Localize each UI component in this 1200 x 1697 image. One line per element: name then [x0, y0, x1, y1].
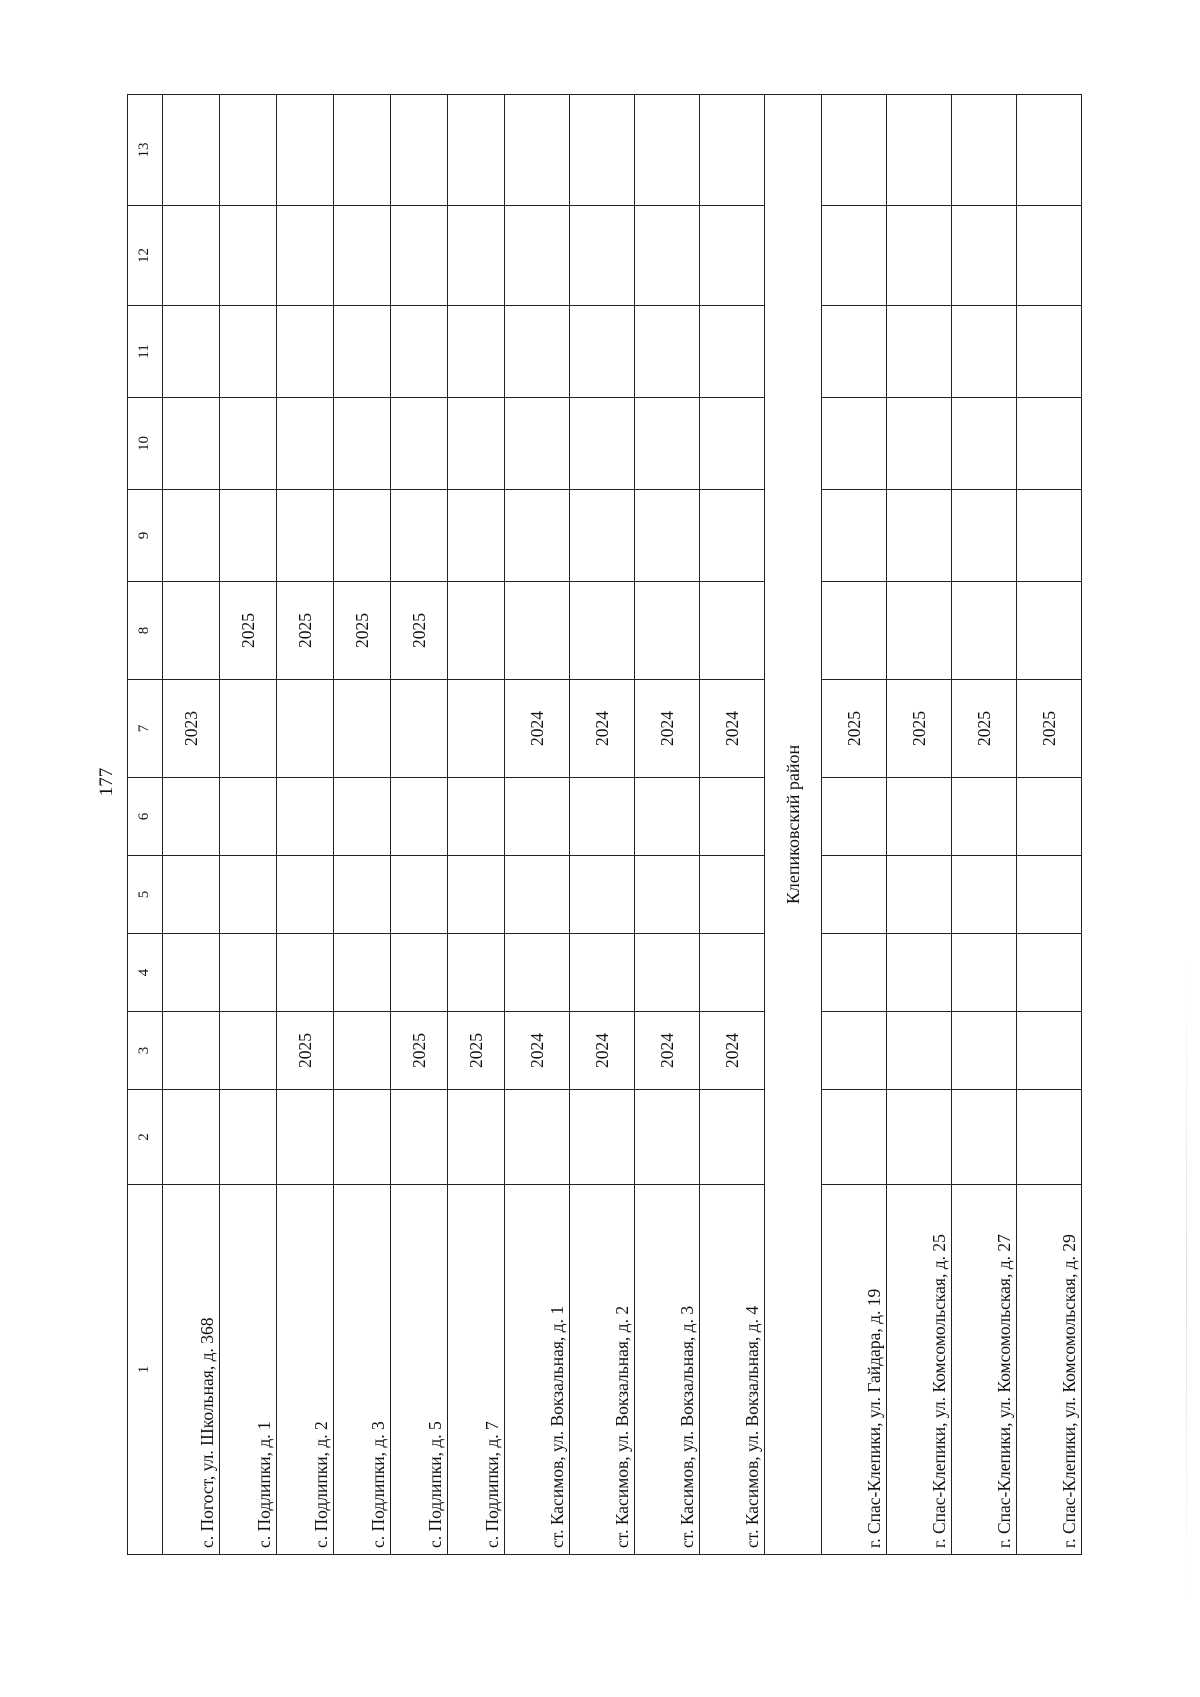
table-row: [448, 95, 505, 1555]
address-cell: г. Спас-Клепики, ул. Комсомольская, д. 25: [887, 1185, 952, 1555]
col7-cell: 2025: [952, 680, 1017, 778]
header-cell: 3: [128, 1012, 163, 1090]
col7-cell: 2025: [887, 680, 952, 778]
col8-cell: [448, 582, 505, 680]
col3-cell: 2024: [700, 1012, 765, 1090]
address-cell: с. Подлипки, д. 2: [277, 1185, 334, 1555]
header-cell: 13: [128, 95, 163, 206]
col7-cell: 2025: [822, 680, 887, 778]
col7-cell: 2023: [163, 680, 220, 778]
header-cell: 12: [128, 206, 163, 306]
col3-cell: 2024: [635, 1012, 700, 1090]
address-cell: с. Подлипки, д. 3: [334, 1185, 391, 1555]
header-cell: 5: [128, 856, 163, 934]
col3-cell: 2025: [277, 1012, 334, 1090]
address-cell: с. Погост, ул. Школьная, д. 368: [163, 1185, 220, 1555]
header-cell: 8: [128, 582, 163, 680]
col3-cell: 2025: [391, 1012, 448, 1090]
header-row: [128, 95, 163, 1555]
col8-cell: 2025: [277, 582, 334, 680]
table-row: [277, 95, 334, 1555]
table-row: [334, 95, 391, 1555]
address-cell: с. Подлипки, д. 7: [448, 1185, 505, 1555]
col3-cell: 2024: [505, 1012, 570, 1090]
col8-cell: [163, 582, 220, 680]
col7-cell: [277, 680, 334, 778]
col7-cell: 2025: [1017, 680, 1082, 778]
col7-cell: 2024: [505, 680, 570, 778]
col8-cell: [635, 582, 700, 680]
scan-artifact-line: [1186, 960, 1187, 1600]
col8-cell: [505, 582, 570, 680]
table-row: [952, 95, 1017, 1555]
col3-cell: [163, 1012, 220, 1090]
table-row: [1017, 95, 1082, 1555]
address-cell: с. Подлипки, д. 1: [220, 1185, 277, 1555]
col7-cell: [391, 680, 448, 778]
address-cell: г. Спас-Клепики, ул. Гайдара, д. 19: [822, 1185, 887, 1555]
col7-cell: 2024: [570, 680, 635, 778]
col7-cell: [220, 680, 277, 778]
col3-cell: 2025: [448, 1012, 505, 1090]
header-cell: 7: [128, 680, 163, 778]
table-row: [220, 95, 277, 1555]
header-cell: 2: [128, 1090, 163, 1185]
address-cell: г. Спас-Клепики, ул. Комсомольская, д. 27: [952, 1185, 1017, 1555]
col8-cell: 2025: [334, 582, 391, 680]
header-cell: 9: [128, 490, 163, 582]
table-row: [822, 95, 887, 1555]
col7-cell: 2024: [635, 680, 700, 778]
col3-cell: 2024: [570, 1012, 635, 1090]
address-cell: с. Подлипки, д. 5: [391, 1185, 448, 1555]
col8-cell: 2025: [391, 582, 448, 680]
col7-cell: [334, 680, 391, 778]
table-row: [505, 95, 570, 1555]
address-cell: ст. Касимов, ул. Вокзальная, д. 2: [570, 1185, 635, 1555]
address-cell: ст. Касимов, ул. Вокзальная, д. 1: [505, 1185, 570, 1555]
address-cell: ст. Касимов, ул. Вокзальная, д. 4: [700, 1185, 765, 1555]
table-row: [700, 95, 765, 1555]
table-row: [887, 95, 952, 1555]
col7-cell: 2024: [700, 680, 765, 778]
col7-cell: [448, 680, 505, 778]
header-cell: 4: [128, 934, 163, 1012]
section-row: [765, 95, 822, 1555]
table-row: [391, 95, 448, 1555]
table-row: [570, 95, 635, 1555]
col3-cell: [334, 1012, 391, 1090]
data-table: [127, 94, 1082, 1555]
address-cell: ст. Касимов, ул. Вокзальная, д. 3: [635, 1185, 700, 1555]
col3-cell: [220, 1012, 277, 1090]
rotated-table-wrapper: [127, 95, 1079, 1555]
col8-cell: 2025: [220, 582, 277, 680]
header-cell: 1: [128, 1185, 163, 1555]
address-cell: г. Спас-Клепики, ул. Комсомольская, д. 29: [1017, 1185, 1082, 1555]
header-cell: 6: [128, 778, 163, 856]
col8-cell: [700, 582, 765, 680]
col8-cell: [570, 582, 635, 680]
page-number: 177: [96, 767, 117, 797]
header-cell: 10: [128, 398, 163, 490]
section-title: Клепиковский район: [765, 95, 822, 1555]
table-row: [635, 95, 700, 1555]
header-cell: 11: [128, 306, 163, 398]
table-row: [163, 95, 220, 1555]
